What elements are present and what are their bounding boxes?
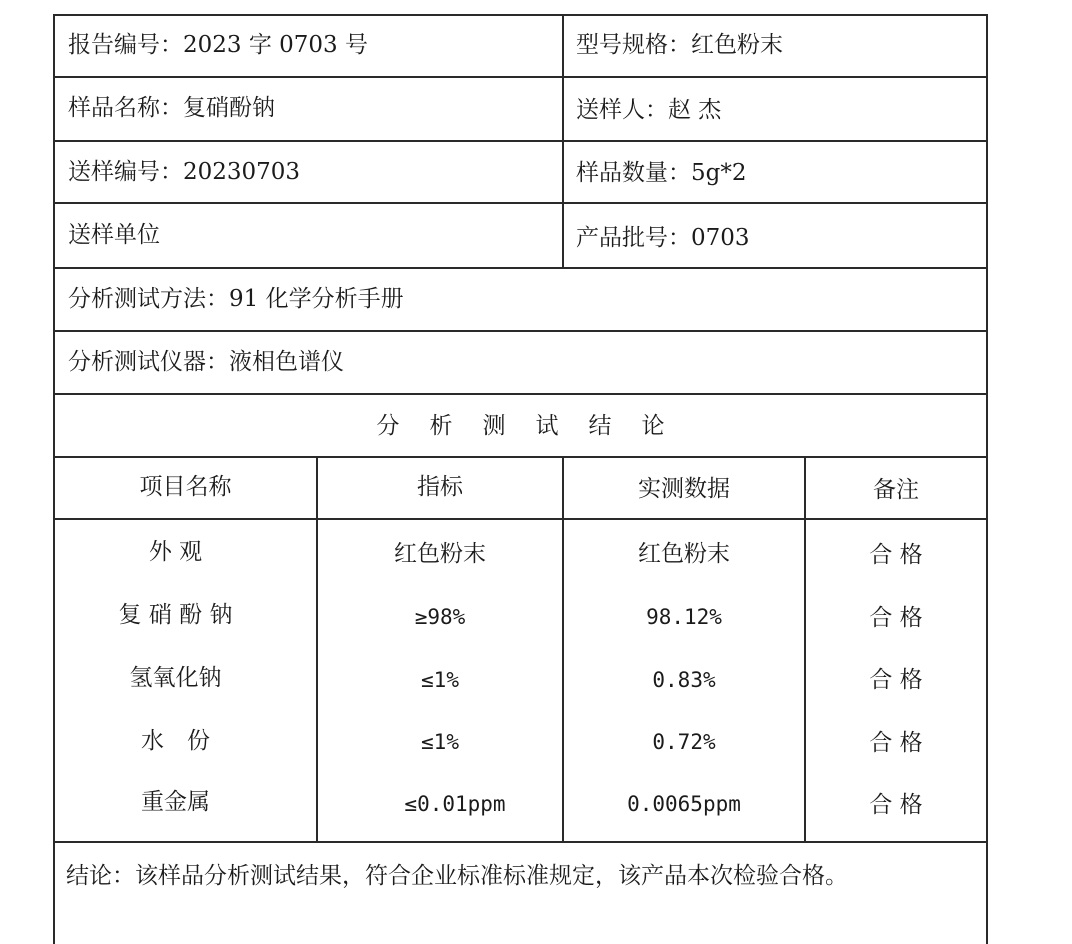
table-cell-measured: 0.72%: [652, 730, 716, 754]
header-remarks: 备注: [873, 477, 919, 503]
model-spec: 型号规格：红色粉末: [576, 32, 783, 58]
conclusion-text: 结论：该样品分析测试结果，符合企业标准标准规定，该产品本次检验合格。: [66, 863, 848, 889]
row-divider: [53, 140, 988, 142]
header-item-name: 项目名称: [139, 474, 232, 500]
table-cell-measured: 98.12%: [646, 605, 722, 629]
table-cell-measured: 红色粉末: [638, 541, 730, 567]
row-divider: [53, 76, 988, 78]
table-cell-item: 复 硝 酚 钠: [118, 602, 233, 628]
table-cell-remark: 合 格: [869, 667, 923, 693]
table-cell-remark: 合 格: [869, 792, 923, 818]
table-cell-standard: ≤1%: [421, 730, 459, 754]
row-divider: [53, 456, 988, 458]
table-cell-item: 重金属: [141, 789, 210, 815]
sample-name: 样品名称：复硝酚钠: [68, 95, 275, 121]
report-number: 报告编号：2023 字 0703 号: [68, 32, 368, 58]
row-divider: [53, 202, 988, 204]
table-cell-measured: 0.0065ppm: [627, 792, 741, 816]
row-divider: [53, 841, 988, 843]
table-column-divider: [316, 456, 318, 842]
table-cell-standard: 红色粉末: [394, 541, 486, 567]
table-cell-measured: 0.83%: [652, 668, 716, 692]
header-measured: 实测数据: [638, 476, 730, 502]
table-cell-remark: 合 格: [869, 730, 923, 756]
row-divider: [53, 518, 988, 520]
test-instrument: 分析测试仪器：液相色谱仪: [68, 349, 344, 375]
table-cell-item: 外 观: [148, 539, 203, 565]
batch-number: 产品批号：0703: [576, 225, 750, 251]
table-cell-standard: ≤1%: [421, 668, 459, 692]
row-divider: [53, 267, 988, 269]
table-column-divider: [804, 456, 806, 842]
right-border: [986, 14, 988, 944]
table-cell-remark: 合 格: [869, 542, 923, 568]
sender-name: 送样人：赵 杰: [576, 97, 722, 123]
section-title: 分析测试结论: [376, 413, 695, 439]
table-cell-standard: ≥98%: [414, 605, 466, 629]
row-divider: [53, 393, 988, 395]
header-standard: 指标: [417, 474, 463, 500]
table-cell-item: 水 份: [141, 728, 210, 754]
sender-unit: 送样单位: [68, 222, 160, 248]
sample-quantity: 样品数量：5g*2: [576, 160, 747, 186]
table-cell-item: 氢氧化钠: [129, 665, 222, 691]
table-cell-remark: 合 格: [869, 605, 923, 631]
table-cell-standard: ≤0.01ppm: [404, 792, 506, 816]
table-column-divider: [562, 456, 564, 842]
top-border: [53, 14, 988, 16]
info-column-divider: [562, 14, 564, 268]
sample-number: 送样编号：20230703: [68, 159, 301, 185]
test-method: 分析测试方法：91 化学分析手册: [68, 286, 404, 312]
row-divider: [53, 330, 988, 332]
